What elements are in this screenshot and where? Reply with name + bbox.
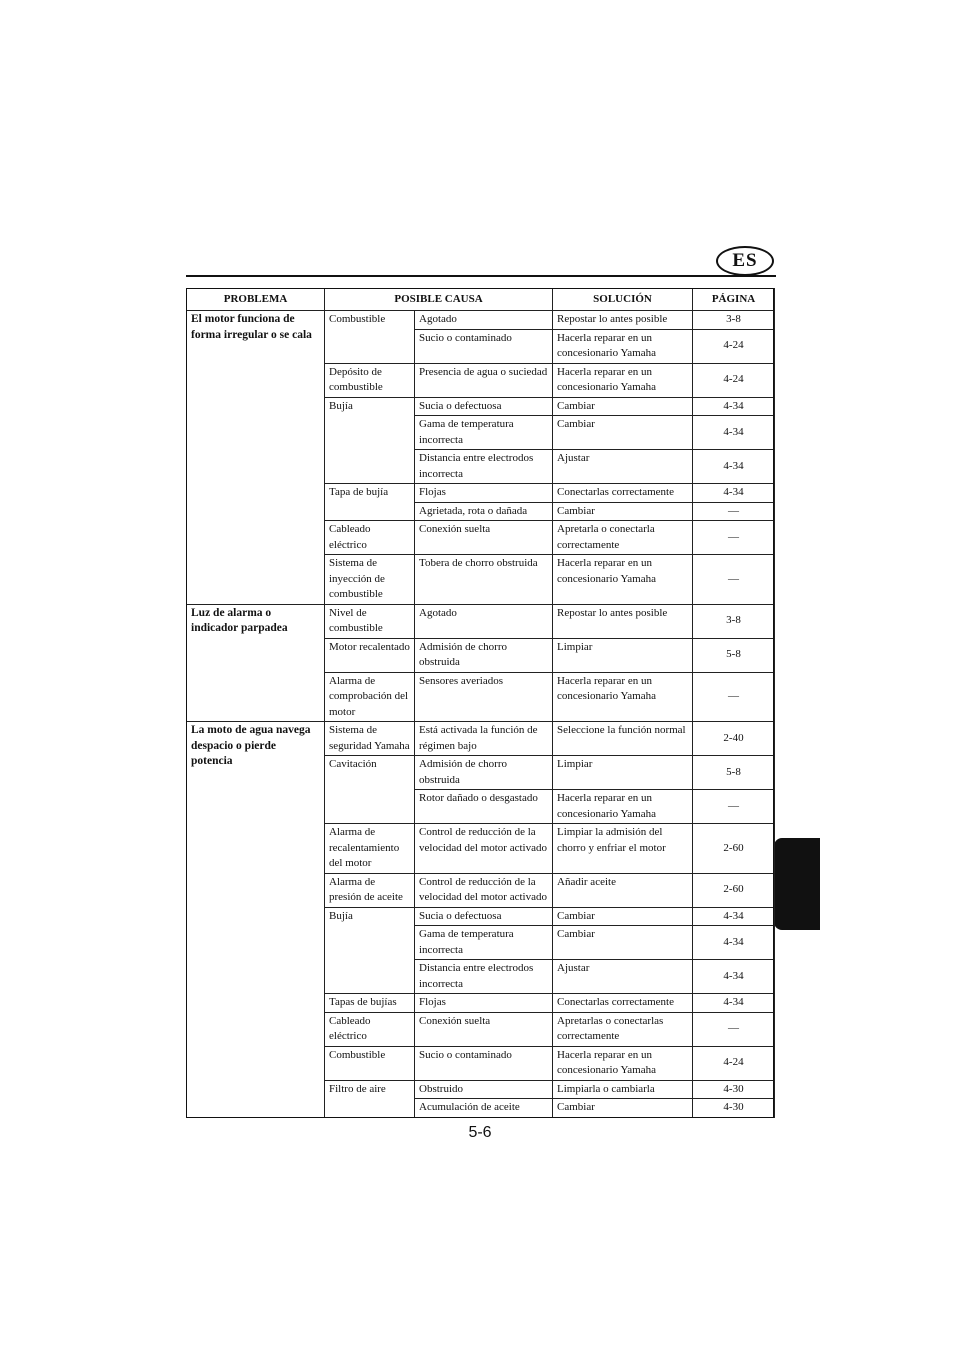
detail-cell: Admisión de chorro obstruida	[415, 638, 553, 672]
solution-cell: Limpiarla o cambiarla	[553, 1080, 693, 1099]
detail-cell: Está activada la función de régimen bajo	[415, 722, 553, 756]
solution-cell: Hacerla reparar en un concesionario Yamaha	[553, 363, 693, 397]
page-cell: 5-8	[693, 638, 775, 672]
cause-cell: Alarma de presión de aceite	[325, 873, 415, 907]
page-cell: —	[693, 1012, 775, 1046]
cause-cell: Cableado eléctrico	[325, 521, 415, 555]
cause-cell: Sistema de seguridad Yamaha	[325, 722, 415, 756]
page-cell: 4-34	[693, 926, 775, 960]
detail-cell: Presencia de agua o suciedad	[415, 363, 553, 397]
detail-cell: Conexión suelta	[415, 521, 553, 555]
cause-cell: Cableado eléctrico	[325, 1012, 415, 1046]
page-cell: 2-40	[693, 722, 775, 756]
page-cell: 4-24	[693, 363, 775, 397]
detail-cell: Agrietada, rota o dañada	[415, 502, 553, 521]
cause-cell: Sistema de inyección de combustible	[325, 555, 415, 605]
cause-cell: Combustible	[325, 311, 415, 364]
cause-cell: Motor recalentado	[325, 638, 415, 672]
language-badge	[716, 246, 774, 276]
solution-cell: Hacerla reparar en un concesionario Yamaha	[553, 672, 693, 722]
cause-cell: Depósito de combustible	[325, 363, 415, 397]
page-cell: —	[693, 521, 775, 555]
header-rule	[186, 275, 776, 277]
solution-cell: Cambiar	[553, 397, 693, 416]
detail-cell: Sensores averiados	[415, 672, 553, 722]
table-header-row	[187, 289, 775, 311]
detail-cell: Distancia entre electrodos incorrecta	[415, 450, 553, 484]
solution-cell: Conectarlas correctamente	[553, 994, 693, 1013]
solution-cell: Ajustar	[553, 960, 693, 994]
solution-cell: Cambiar	[553, 926, 693, 960]
solution-cell: Hacerla reparar en un concesionario Yamaha	[553, 555, 693, 605]
cause-cell: Nivel de combustible	[325, 604, 415, 638]
language-code: ES	[732, 250, 758, 271]
solution-cell: Seleccione la función normal	[553, 722, 693, 756]
cause-cell: Bujía	[325, 907, 415, 994]
solution-cell: Ajustar	[553, 450, 693, 484]
detail-cell: Acumulación de aceite	[415, 1099, 553, 1118]
page-cell: 4-34	[693, 994, 775, 1013]
solution-cell: Apretarla o conectarla correctamente	[553, 521, 693, 555]
problem-cell: El motor funciona de forma irregular o se cala	[187, 311, 325, 605]
table-body	[187, 311, 775, 1118]
detail-cell: Agotado	[415, 604, 553, 638]
cause-cell: Alarma de comprobación del motor	[325, 672, 415, 722]
page-cell: 4-34	[693, 907, 775, 926]
detail-cell: Obstruido	[415, 1080, 553, 1099]
solution-cell: Conectarlas correctamente	[553, 484, 693, 503]
problem-cell: La moto de agua navega despacio o pierde potencia	[187, 722, 325, 1118]
page-cell: 4-24	[693, 1046, 775, 1080]
page-cell: 4-30	[693, 1080, 775, 1099]
solution-cell: Añadir aceite	[553, 873, 693, 907]
detail-cell: Rotor dañado o desgastado	[415, 790, 553, 824]
page-cell: —	[693, 790, 775, 824]
detail-cell: Agotado	[415, 311, 553, 330]
header-cause: POSIBLE CAUSA	[325, 289, 553, 311]
solution-cell: Limpiar	[553, 756, 693, 790]
detail-cell: Flojas	[415, 994, 553, 1013]
troubleshooting-table	[186, 288, 775, 1118]
page-cell: —	[693, 502, 775, 521]
solution-cell: Apretarlas o conectarlas correctamente	[553, 1012, 693, 1046]
solution-cell: Hacerla reparar en un concesionario Yamaha	[553, 329, 693, 363]
table-row	[187, 604, 775, 638]
solution-cell: Limpiar	[553, 638, 693, 672]
page-cell: 4-34	[693, 960, 775, 994]
detail-cell: Distancia entre electrodos incorrecta	[415, 960, 553, 994]
solution-cell: Hacerla reparar en un concesionario Yamaha	[553, 790, 693, 824]
cause-cell: Tapa de bujía	[325, 484, 415, 521]
cause-cell: Alarma de recalentamiento del motor	[325, 824, 415, 874]
header-solution: SOLUCIÓN	[553, 289, 693, 311]
detail-cell: Flojas	[415, 484, 553, 503]
solution-cell: Repostar lo antes posible	[553, 604, 693, 638]
detail-cell: Gama de temperatura incorrecta	[415, 926, 553, 960]
page-cell: 4-34	[693, 450, 775, 484]
solution-cell: Cambiar	[553, 907, 693, 926]
page-cell: 4-34	[693, 416, 775, 450]
solution-cell: Cambiar	[553, 1099, 693, 1118]
cause-cell: Tapas de bujías	[325, 994, 415, 1013]
detail-cell: Sucia o defectuosa	[415, 907, 553, 926]
solution-cell: Cambiar	[553, 502, 693, 521]
detail-cell: Sucio o contaminado	[415, 1046, 553, 1080]
detail-cell: Gama de temperatura incorrecta	[415, 416, 553, 450]
detail-cell: Sucia o defectuosa	[415, 397, 553, 416]
page-cell: 2-60	[693, 873, 775, 907]
detail-cell: Admisión de chorro obstruida	[415, 756, 553, 790]
solution-cell: Cambiar	[553, 416, 693, 450]
solution-cell: Hacerla reparar en un concesionario Yamaha	[553, 1046, 693, 1080]
cause-cell: Cavitación	[325, 756, 415, 824]
detail-cell: Sucio o contaminado	[415, 329, 553, 363]
page-cell: —	[693, 672, 775, 722]
page-cell: 5-8	[693, 756, 775, 790]
detail-cell: Tobera de chorro obstruida	[415, 555, 553, 605]
chapter-side-tab	[774, 838, 820, 930]
cause-cell: Bujía	[325, 397, 415, 484]
solution-cell: Limpiar la admisión del chorro y enfriar el motor	[553, 824, 693, 874]
page-cell: 2-60	[693, 824, 775, 874]
detail-cell: Conexión suelta	[415, 1012, 553, 1046]
page-cell: 4-30	[693, 1099, 775, 1118]
header-page: PÁGINA	[693, 289, 775, 311]
problem-cell: Luz de alarma o indicador parpadea	[187, 604, 325, 722]
table-row	[187, 311, 775, 330]
page-cell: 4-34	[693, 397, 775, 416]
page-number: 5-6	[468, 1124, 492, 1141]
page-cell: 4-24	[693, 329, 775, 363]
detail-cell: Control de reducción de la velocidad del motor activado	[415, 824, 553, 874]
page-cell: 3-8	[693, 311, 775, 330]
page-cell: —	[693, 555, 775, 605]
cause-cell: Combustible	[325, 1046, 415, 1080]
solution-cell: Repostar lo antes posible	[553, 311, 693, 330]
detail-cell: Control de reducción de la velocidad del motor activado	[415, 873, 553, 907]
cause-cell: Filtro de aire	[325, 1080, 415, 1117]
page-cell: 3-8	[693, 604, 775, 638]
table-row	[187, 722, 775, 756]
page-cell: 4-34	[693, 484, 775, 503]
header-problem: PROBLEMA	[187, 289, 325, 311]
